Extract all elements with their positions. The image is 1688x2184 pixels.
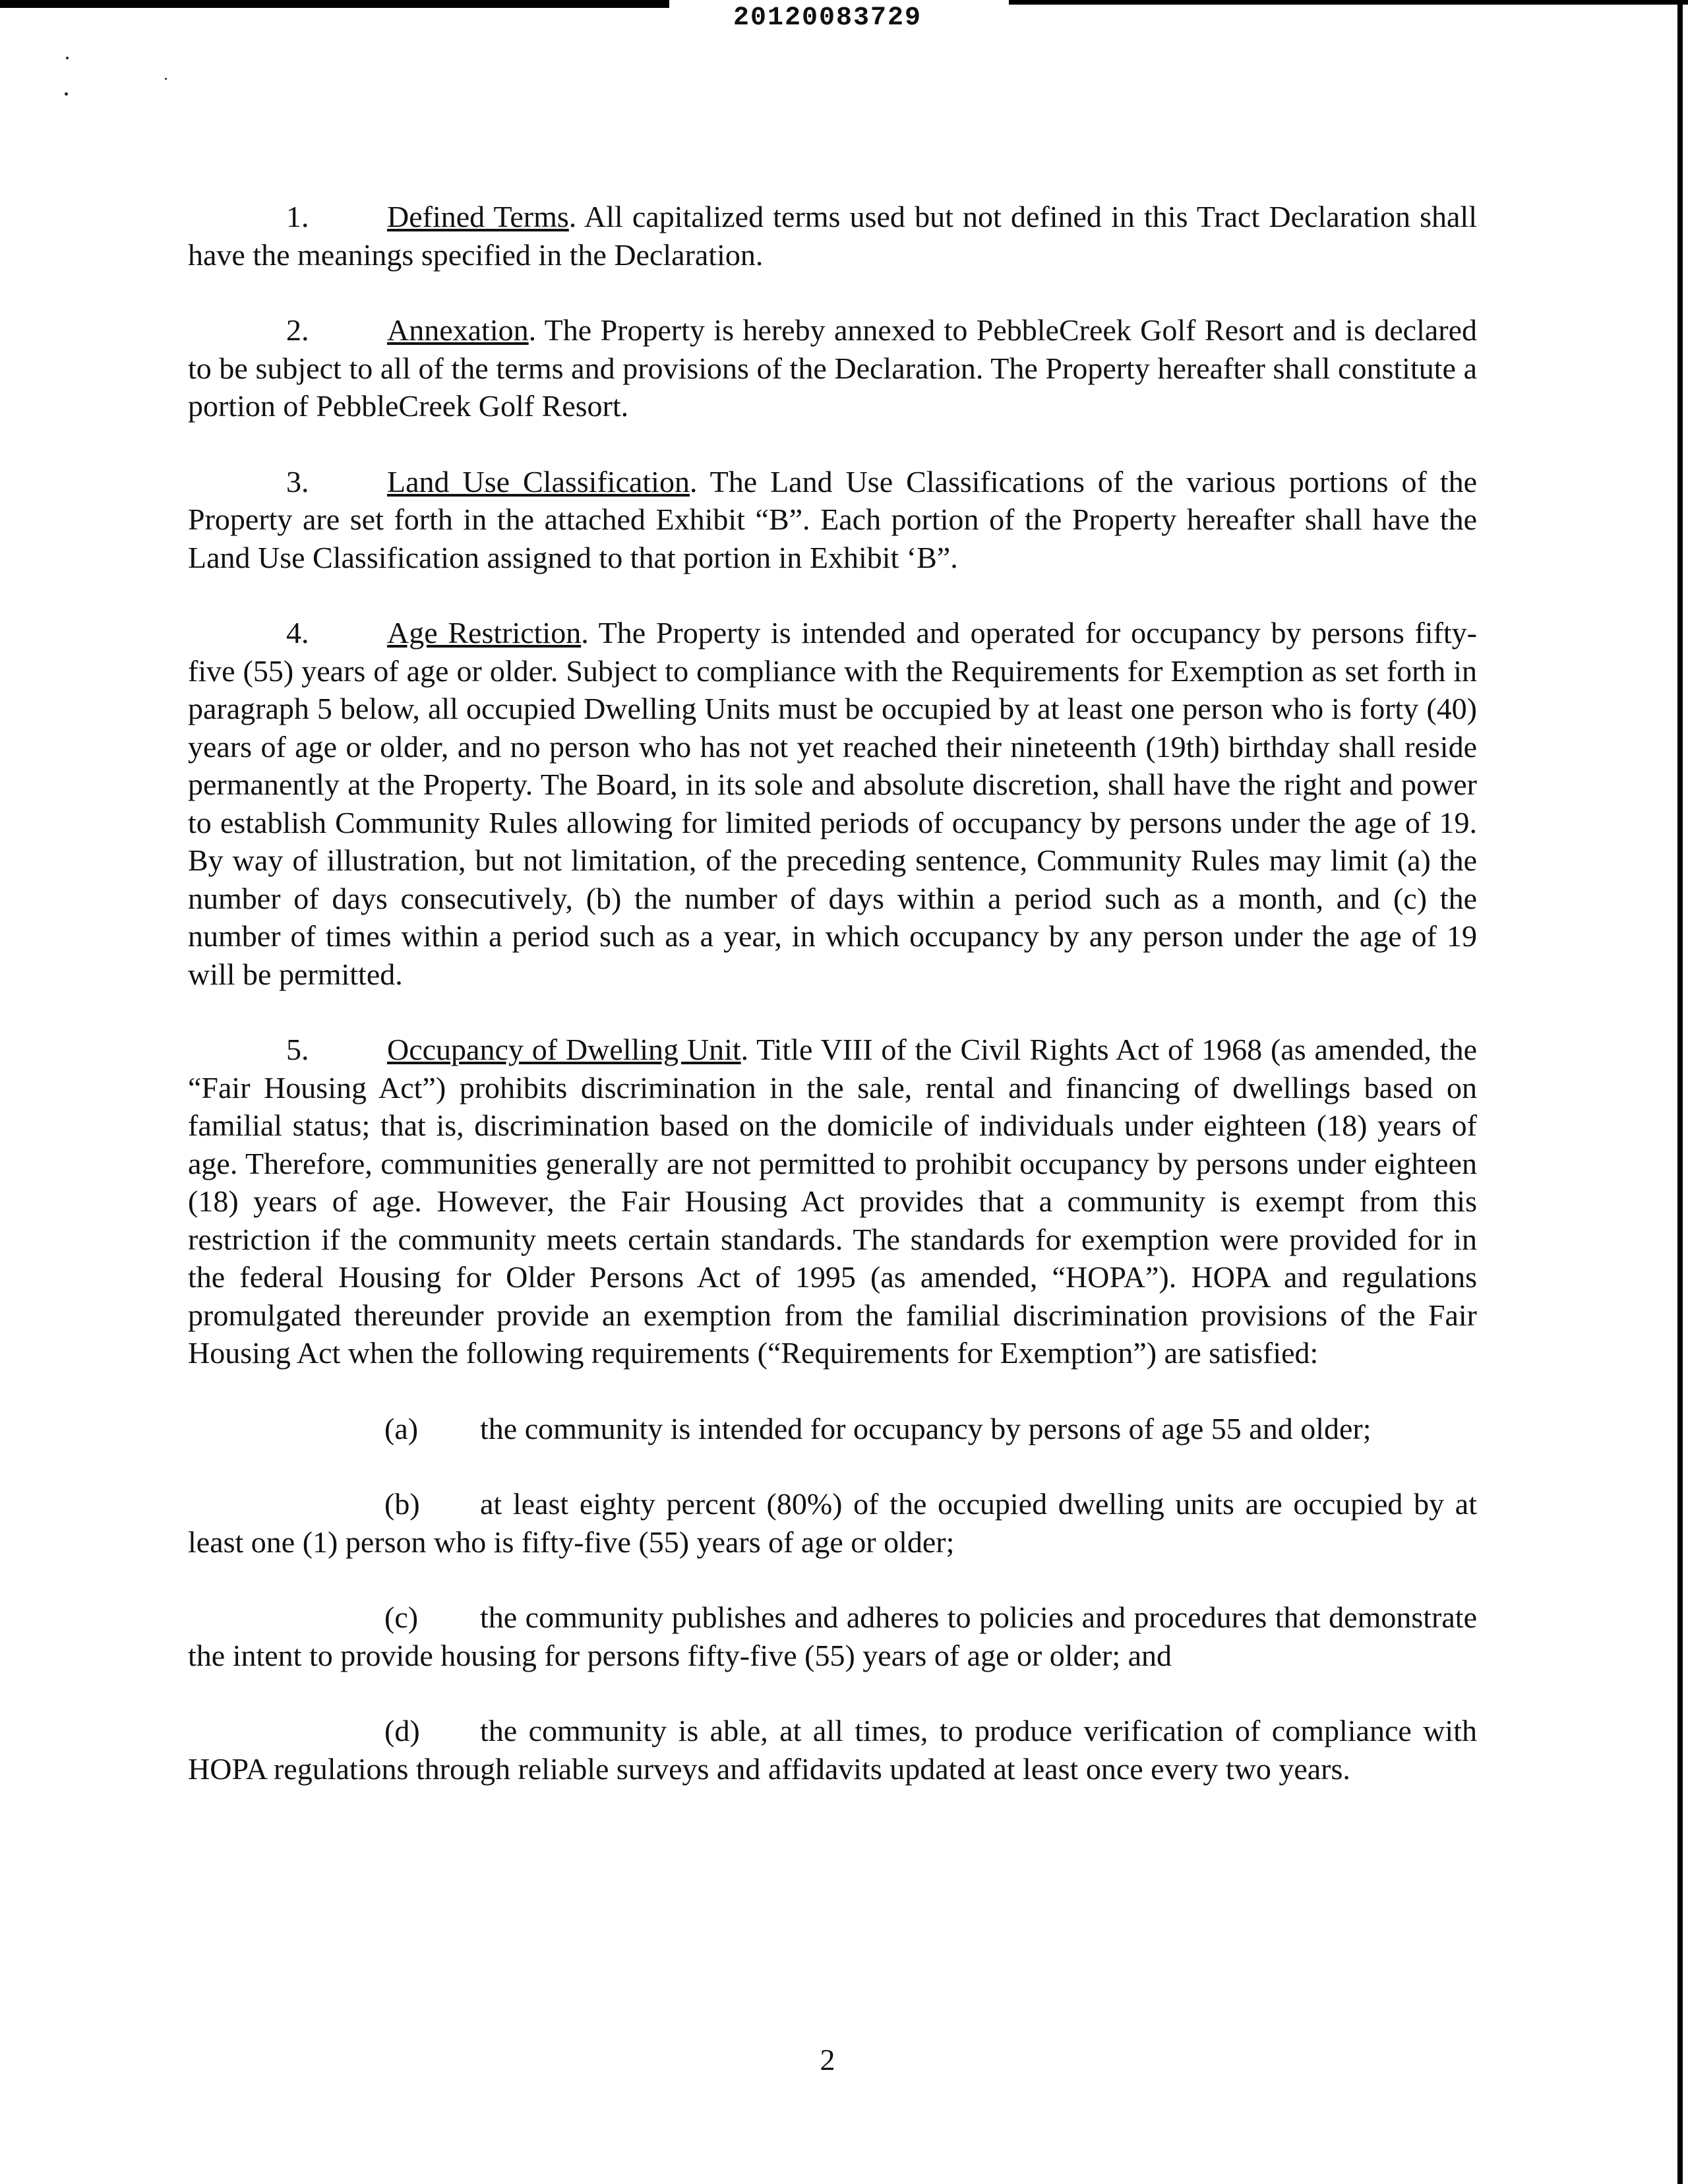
- paragraph-heading: Occupancy of Dwelling Unit: [387, 1033, 741, 1066]
- requirement-item-a: [188, 1410, 1477, 1448]
- paragraph-text: . The Property is hereby annexed to PebbleCreek Golf Resort and is declared to be subject to all of the terms and provisions of the Declaration. The Property hereafter shall constitute a portion of PebbleCreek Golf Resort.: [188, 313, 1477, 423]
- requirement-text: the community is able, at all times, to produce verification of compliance with HOPA regulations through reliable surveys and affidavits updated at least once every two years.: [188, 1714, 1477, 1786]
- paragraph-occupancy-of-dwelling-unit: [188, 1031, 1477, 1372]
- paragraph-number: 1.: [286, 200, 309, 233]
- paragraph-age-restriction: [188, 614, 1477, 993]
- paragraph-heading: Annexation: [387, 313, 529, 347]
- paragraph-number: 2.: [286, 313, 309, 347]
- requirement-item-c: [188, 1598, 1477, 1674]
- scan-right-border: [1677, 0, 1683, 2184]
- paragraph-text: . The Land Use Classifications of the various portions of the Property are set forth in the attached Exhibit “B”. Each portion of the Property hereafter shall have the Land Use Classification assigned to that portion in Exhibit ‘B”.: [188, 464, 1477, 574]
- paragraph-land-use-classification: [188, 463, 1477, 577]
- requirement-label: (c): [384, 1600, 419, 1634]
- requirement-text: the community publishes and adheres to policies and procedures that demonstrate the intent to provide housing for persons fifty-five (55) years of age or older; and: [188, 1600, 1477, 1672]
- page-number: 2: [820, 2043, 835, 2077]
- requirement-label: (d): [384, 1714, 420, 1747]
- paragraph-text: . All capitalized terms used but not defined in this Tract Declaration shall have the meanings specified in the Declaration.: [188, 200, 1477, 272]
- requirement-item-b: [188, 1485, 1477, 1561]
- paragraph-heading: Land Use Classification: [387, 464, 690, 499]
- scan-speck: [65, 92, 68, 96]
- paragraph-heading: Defined Terms: [387, 200, 569, 233]
- paragraph-heading: Age Restriction: [387, 616, 582, 650]
- paragraph-number: 4.: [286, 616, 309, 650]
- scan-speck: [66, 57, 69, 59]
- document-body: [188, 198, 1477, 1825]
- paragraph-number: 5.: [286, 1033, 309, 1066]
- paragraph-defined-terms: [188, 198, 1477, 274]
- requirement-label: (b): [384, 1487, 420, 1521]
- paragraph-annexation: [188, 311, 1477, 425]
- requirement-item-d: [188, 1712, 1477, 1788]
- paragraph-text: . Title VIII of the Civil Rights Act of 1968 (as amended, the “Fair Housing Act”) prohibits discrimination in the sale, rental and financing of dwellings based on familial status; that is, discrimination based on the domicile of individuals under eighteen (18) years of age. Therefore, communities generally are not permitted to prohibit occupancy by persons under eighteen (18) years of age. However, the Fair Housing Act provides that a community is exempt from this restriction if the community meets certain standards. The standards for exemption were provided for in the federal Housing for Older Persons Act of 1995 (as amended, “HOPA”). HOPA and regulations promulgated thereunder provide an exemption from the familial discrimination provisions of the Fair Housing Act when the following requirements (“Requirements for Exemption”) are satisfied:: [188, 1033, 1478, 1370]
- paragraph-number: 3.: [286, 464, 309, 499]
- requirement-text: the community is intended for occupancy by persons of age 55 and older;: [480, 1411, 1372, 1445]
- document-number: 20120083729: [733, 3, 922, 33]
- scan-speck: [165, 78, 167, 80]
- paragraph-text: . The Property is intended and operated for occupancy by persons fifty-five (55) years of age or older. Subject to compliance with the Requirements for Exemption as set forth in paragraph 5 below, all occupied Dwelling Units must be occupied by at least one person who is forty (40) years of age or older, and no person who has not yet reached their nineteenth (19th) birthday shall reside permanently at the Property. The Board, in its sole and absolute discretion, shall have the right and power to establish Community Rules allowing for limited periods of occupancy by persons under the age of 19. By way of illustration, but not limitation, of the preceding sentence, Community Rules may limit (a) the number of days consecutively, (b) the number of days within a period such as a month, and (c) the number of times within a period such as a year, in which occupancy by any person under the age of 19 will be permitted.: [188, 616, 1477, 991]
- requirement-label: (a): [384, 1411, 419, 1445]
- requirement-text: at least eighty percent (80%) of the occupied dwelling units are occupied by at least one (1) person who is fifty-five (55) years of age or older;: [188, 1487, 1477, 1559]
